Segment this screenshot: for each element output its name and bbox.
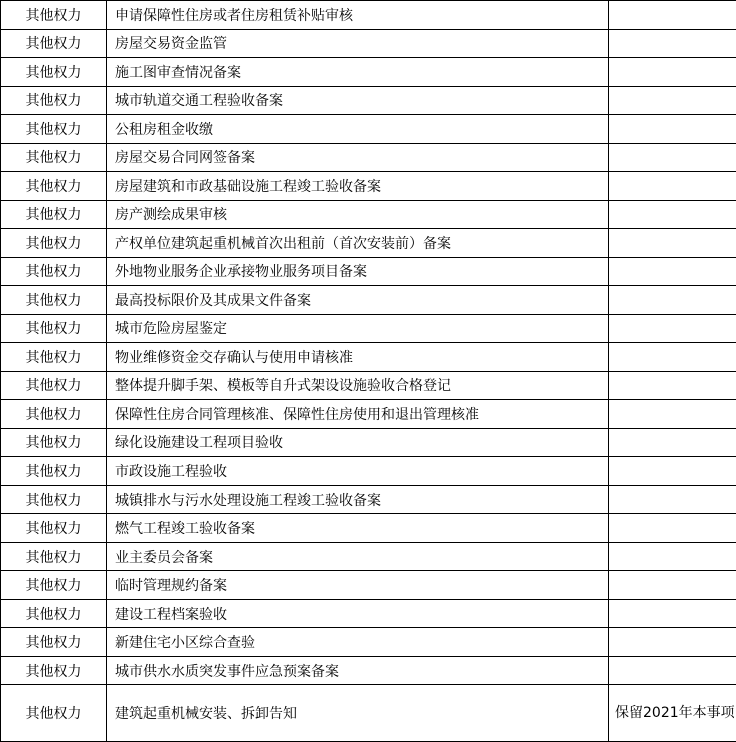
table-row bbox=[1, 115, 736, 144]
power-type-cell: 其他权力 bbox=[1, 172, 107, 201]
power-item-cell: 最高投标限价及其成果文件备案 bbox=[107, 286, 609, 315]
power-type-cell: 其他权力 bbox=[1, 143, 107, 172]
power-type-cell: 其他权力 bbox=[1, 286, 107, 315]
power-type-cell: 其他权力 bbox=[1, 257, 107, 286]
remark-cell bbox=[609, 656, 736, 685]
remark-cell bbox=[609, 514, 736, 543]
remark-cell: 保留2021年本事项 bbox=[609, 685, 736, 742]
power-type-cell: 其他权力 bbox=[1, 58, 107, 87]
power-item-cell: 房屋交易合同网签备案 bbox=[107, 143, 609, 172]
table-row bbox=[1, 685, 736, 742]
power-type-cell: 其他权力 bbox=[1, 343, 107, 372]
power-item-cell: 城市供水水质突发事件应急预案备案 bbox=[107, 656, 609, 685]
power-item-cell: 绿化设施建设工程项目验收 bbox=[107, 428, 609, 457]
power-item-cell: 施工图审查情况备案 bbox=[107, 58, 609, 87]
power-type-cell: 其他权力 bbox=[1, 542, 107, 571]
power-type-cell: 其他权力 bbox=[1, 371, 107, 400]
table-row bbox=[1, 457, 736, 486]
remark-cell bbox=[609, 371, 736, 400]
table-row bbox=[1, 599, 736, 628]
power-item-cell: 建设工程档案验收 bbox=[107, 599, 609, 628]
remark-cell bbox=[609, 314, 736, 343]
power-item-cell: 燃气工程竣工验收备案 bbox=[107, 514, 609, 543]
table-row bbox=[1, 86, 736, 115]
power-type-cell: 其他权力 bbox=[1, 628, 107, 657]
table-row bbox=[1, 656, 736, 685]
power-item-cell: 公租房租金收缴 bbox=[107, 115, 609, 144]
power-type-cell: 其他权力 bbox=[1, 314, 107, 343]
remark-cell bbox=[609, 400, 736, 429]
remark-cell bbox=[609, 286, 736, 315]
power-type-cell: 其他权力 bbox=[1, 457, 107, 486]
remark-cell bbox=[609, 571, 736, 600]
table-row bbox=[1, 371, 736, 400]
remark-cell bbox=[609, 143, 736, 172]
table-row bbox=[1, 428, 736, 457]
table-row bbox=[1, 343, 736, 372]
table-row bbox=[1, 400, 736, 429]
table-row bbox=[1, 58, 736, 87]
remark-cell bbox=[609, 599, 736, 628]
power-type-cell: 其他权力 bbox=[1, 86, 107, 115]
remark-cell bbox=[609, 1, 736, 30]
power-item-cell: 整体提升脚手架、模板等自升式架设设施验收合格登记 bbox=[107, 371, 609, 400]
power-item-cell: 房产测绘成果审核 bbox=[107, 200, 609, 229]
power-type-cell: 其他权力 bbox=[1, 485, 107, 514]
remark-cell bbox=[609, 428, 736, 457]
table-row bbox=[1, 257, 736, 286]
power-item-cell: 新建住宅小区综合查验 bbox=[107, 628, 609, 657]
power-type-cell: 其他权力 bbox=[1, 1, 107, 30]
power-item-cell: 城镇排水与污水处理设施工程竣工验收备案 bbox=[107, 485, 609, 514]
power-type-cell: 其他权力 bbox=[1, 115, 107, 144]
power-item-cell: 物业维修资金交存确认与使用申请核准 bbox=[107, 343, 609, 372]
table-row bbox=[1, 314, 736, 343]
remark-cell bbox=[609, 628, 736, 657]
power-type-cell: 其他权力 bbox=[1, 656, 107, 685]
remark-cell bbox=[609, 115, 736, 144]
table-row bbox=[1, 514, 736, 543]
power-type-cell: 其他权力 bbox=[1, 400, 107, 429]
table-row bbox=[1, 485, 736, 514]
table-row bbox=[1, 143, 736, 172]
table-row bbox=[1, 286, 736, 315]
power-item-cell: 临时管理规约备案 bbox=[107, 571, 609, 600]
remark-cell bbox=[609, 257, 736, 286]
remark-cell bbox=[609, 485, 736, 514]
power-list-body bbox=[1, 1, 736, 742]
power-item-cell: 申请保障性住房或者住房租赁补贴审核 bbox=[107, 1, 609, 30]
power-type-cell: 其他权力 bbox=[1, 29, 107, 58]
power-type-cell: 其他权力 bbox=[1, 200, 107, 229]
table-row bbox=[1, 542, 736, 571]
table-row bbox=[1, 229, 736, 258]
remark-cell bbox=[609, 200, 736, 229]
power-item-cell: 产权单位建筑起重机械首次出租前（首次安装前）备案 bbox=[107, 229, 609, 258]
power-item-cell: 建筑起重机械安装、拆卸告知 bbox=[107, 685, 609, 742]
table-row bbox=[1, 1, 736, 30]
remark-cell bbox=[609, 343, 736, 372]
power-item-cell: 市政设施工程验收 bbox=[107, 457, 609, 486]
power-type-cell: 其他权力 bbox=[1, 514, 107, 543]
power-item-cell: 城市轨道交通工程验收备案 bbox=[107, 86, 609, 115]
power-item-cell: 业主委员会备案 bbox=[107, 542, 609, 571]
power-item-cell: 房屋交易资金监管 bbox=[107, 29, 609, 58]
power-type-cell: 其他权力 bbox=[1, 599, 107, 628]
table-row bbox=[1, 200, 736, 229]
power-item-cell: 城市危险房屋鉴定 bbox=[107, 314, 609, 343]
remark-cell bbox=[609, 542, 736, 571]
table-row bbox=[1, 628, 736, 657]
remark-cell bbox=[609, 172, 736, 201]
remark-cell bbox=[609, 29, 736, 58]
table-row bbox=[1, 172, 736, 201]
power-item-cell: 保障性住房合同管理核准、保障性住房使用和退出管理核准 bbox=[107, 400, 609, 429]
remark-cell bbox=[609, 457, 736, 486]
remark-cell bbox=[609, 229, 736, 258]
remark-cell bbox=[609, 58, 736, 87]
power-type-cell: 其他权力 bbox=[1, 685, 107, 742]
power-item-cell: 房屋建筑和市政基础设施工程竣工验收备案 bbox=[107, 172, 609, 201]
table-row bbox=[1, 29, 736, 58]
remark-cell bbox=[609, 86, 736, 115]
table-row bbox=[1, 571, 736, 600]
power-type-cell: 其他权力 bbox=[1, 428, 107, 457]
power-type-cell: 其他权力 bbox=[1, 571, 107, 600]
power-type-cell: 其他权力 bbox=[1, 229, 107, 258]
power-item-cell: 外地物业服务企业承接物业服务项目备案 bbox=[107, 257, 609, 286]
